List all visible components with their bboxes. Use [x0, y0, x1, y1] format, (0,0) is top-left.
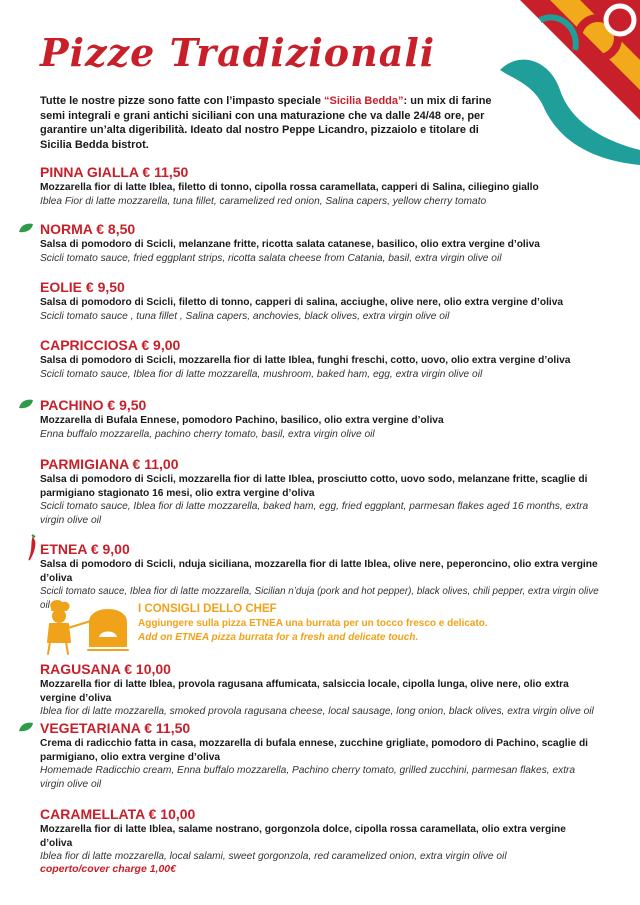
chef-oven-icon	[38, 598, 130, 656]
item-name: PACHINO € 9,50	[40, 397, 147, 413]
menu-item-parmigiana	[40, 455, 600, 527]
menu-item-pinna-gialla	[40, 163, 600, 208]
item-name: ETNEA € 9,00	[40, 541, 130, 557]
leaf-icon	[18, 399, 34, 409]
item-ingredients-it: Mozzarella fior di latte Iblea, filetto di tonno, cipolla rossa caramellata, capperi di Salina, ciliegino giallo	[40, 182, 539, 193]
leaf-icon	[18, 223, 34, 233]
item-ingredients-en: Iblea Fior di latte mozzarella, tuna fillet, caramelized red onion, Salina capers, yellow cherry tomato	[40, 195, 487, 207]
item-ingredients-it: Mozzarella fior di latte Iblea, provola ragusana affumicata, salsiccia locale, cipolla lunga, olive nere, olio extra vergine d’oliva	[40, 679, 569, 704]
item-ingredients-en: Scicli tomato sauce, Iblea fior di latte mozzarella, baked ham, egg, fried eggplant, parmesan flakes aged 16 months, extra virgin olive oil	[40, 501, 589, 526]
item-ingredients-it: Salsa di pomodoro di Scicli, melanzane fritte, ricotta salata catanese, basilico, olio extra vergine d’oliva	[40, 239, 540, 250]
item-ingredients-en: Scicli tomato sauce, Iblea fior di latte mozzarella, mushroom, baked ham, egg, extra virgin olive oil	[40, 368, 483, 380]
item-ingredients-it: Crema di radicchio fatta in casa, mozzarella di bufala ennese, zucchine grigliate, pomodoro di Pachino, scaglie di parmigiano, olio extra vergine d’oliva	[40, 738, 589, 763]
chili-icon	[26, 534, 38, 562]
item-ingredients-en: Scicli tomato sauce, fried eggplant strips, ricotta salata cheese from Catania, basil, extra virgin olive oil	[40, 252, 502, 264]
menu-item-norma	[40, 220, 600, 265]
chef-tips-it: Aggiungere sulla pizza ETNEA una burrata per un tocco fresco e delicato.	[138, 618, 488, 629]
item-ingredients-it: Salsa di pomodoro di Scicli, mozzarella fior di latte Iblea, prosciutto cotto, uovo sodo, melanzane fritte, scaglie di parmigiano stagionato 16 mesi, olio extra vergine d’oliva	[40, 474, 588, 499]
item-ingredients-it: Salsa di pomodoro di Scicli, filetto di tonno, capperi di salina, acciughe, olive nere, olio extra vergine d’oliva	[40, 297, 564, 308]
item-name: PINNA GIALLA € 11,50	[40, 164, 189, 180]
item-ingredients-it: Salsa di pomodoro di Scicli, nduja siciliana, mozzarella fior di latte Iblea, olive nere, peperoncino, olio extra vergine d’oliva	[40, 559, 598, 584]
item-ingredients-en: Homemade Radicchio cream, Enna buffalo mozzarella, Pachino cherry tomato, grilled zucchini, parmesan flakes, extra virgin olive oil	[40, 765, 576, 790]
item-name: CARAMELLATA € 10,00	[40, 806, 196, 822]
menu-item-pachino	[40, 396, 600, 441]
item-ingredients-it: Mozzarella fior di latte Iblea, salame nostrano, gorgonzola dolce, cipolla rossa caramellata, olio extra vergine d’oliva	[40, 824, 566, 849]
item-name: CAPRICCIOSA € 9,00	[40, 337, 181, 353]
item-name: EOLIE € 9,50	[40, 279, 125, 295]
item-name: PARMIGIANA € 11,00	[40, 456, 179, 472]
menu-item-vegetariana	[40, 719, 600, 791]
chef-tips-en: Add on ETNEA pizza burrata for a fresh and delicate touch.	[138, 632, 419, 643]
chef-tips	[138, 602, 558, 645]
menu-item-caramellata	[40, 805, 600, 864]
item-ingredients-en: Scicli tomato sauce , tuna fillet , Salina capers, anchovies, black olives, extra virgin olive oil	[40, 310, 450, 322]
cover-charge: coperto/cover charge 1,00€	[40, 863, 176, 875]
leaf-icon	[18, 722, 34, 732]
menu-item-eolie	[40, 278, 600, 323]
menu-item-capricciosa	[40, 336, 600, 381]
item-name: VEGETARIANA € 11,50	[40, 720, 191, 736]
page-title: Pizze Tradizionali	[40, 30, 436, 75]
item-ingredients-en: Iblea fior di latte mozzarella, local salami, sweet gorgonzola, red caramelized onion, extra virgin olive oil	[40, 851, 507, 862]
item-ingredients-en: Scicli tomato sauce, Iblea fior di latte mozzarella, Sicilian n’duja (pork and hot pepper), black olives, chili pepper, extra virgin olive oil	[40, 586, 599, 611]
item-ingredients-it: Mozzarella di Bufala Ennese, pomodoro Pachino, basilico, olio extra vergine d’oliva	[40, 415, 444, 426]
item-ingredients-en: Enna buffalo mozzarella, pachino cherry tomato, basil, extra virgin olive oil	[40, 428, 375, 440]
chef-tips-heading: I CONSIGLI DELLO CHEF	[138, 603, 277, 615]
item-name: NORMA € 8,50	[40, 221, 136, 237]
item-name: RAGUSANA € 10,00	[40, 661, 171, 677]
intro-text: Tutte le nostre pizze sono fatte con l’impasto speciale “Sicilia Bedda”: un mix di farine semi integrali e grani antichi siciliani con una maturazione che va dalle 24/48 ore, per garantire un’alta digeribilità. Ideato dal nostro Peppe Licandro, pizzaiolo e titolare di Sicilia Bedda bistrot.	[40, 95, 492, 151]
menu-item-ragusana	[40, 660, 600, 719]
item-ingredients-it: Salsa di pomodoro di Scicli, mozzarella fior di latte Iblea, funghi freschi, cotto, uovo, olio extra vergine d’oliva	[40, 355, 571, 366]
item-ingredients-en: Iblea fior di latte mozzarella, smoked provola ragusana cheese, local sausage, long onion, black olives, extra virgin olive oil	[40, 706, 594, 717]
